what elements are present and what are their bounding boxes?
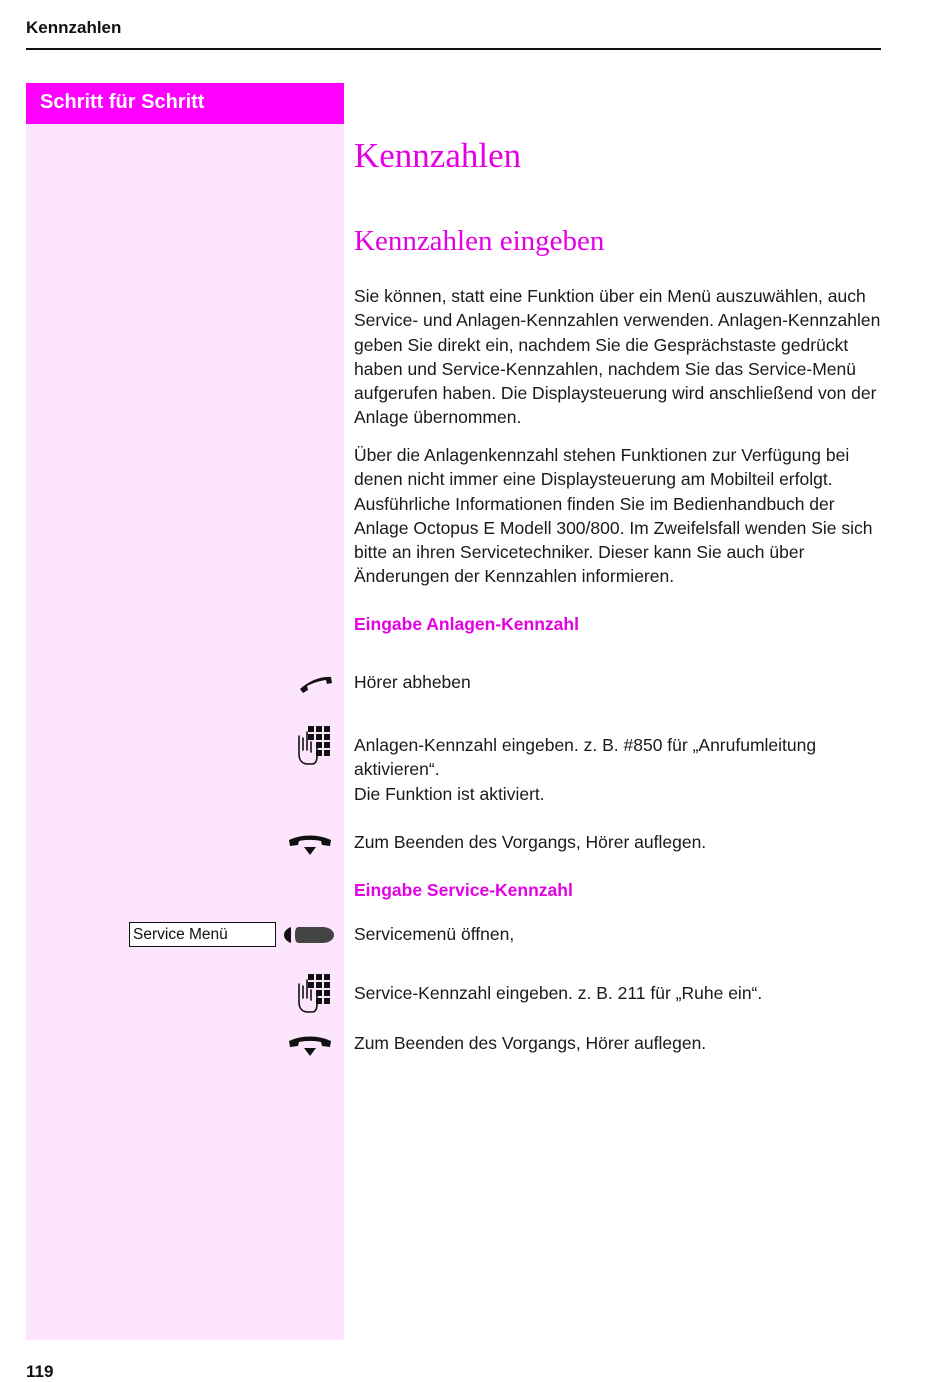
running-header: Kennzahlen — [26, 18, 122, 37]
header-rule — [26, 48, 881, 50]
sidebar-banner-text: Schritt für Schritt — [40, 91, 205, 113]
step-lift-handset: Hörer abheben — [354, 672, 471, 692]
subheading-anlagen-kennzahl: Eingabe Anlagen-Kennzahl — [354, 614, 579, 634]
step-hangup-service: Zum Beenden des Vorgangs, Hörer auflegen. — [354, 1033, 707, 1053]
step-function-activated-text: Die Funktion ist aktiviert. — [354, 783, 545, 804]
handset-lift-icon — [298, 674, 334, 694]
step-by-step-sidebar — [26, 83, 344, 1340]
section-title: Kennzahlen eingeben — [354, 225, 605, 257]
subheading-service-kennzahl: Eingabe Service-Kennzahl — [354, 880, 573, 900]
step-enter-anlagen-code — [354, 733, 884, 806]
handset-hangup-icon — [288, 1036, 332, 1058]
keypad-icon — [296, 974, 332, 1014]
page-number: 119 — [26, 1362, 54, 1381]
step-hangup-anlagen: Zum Beenden des Vorgangs, Hörer auflegen. — [354, 832, 707, 852]
page-title: Kennzahlen — [354, 136, 522, 175]
intro-paragraph: Sie können, statt eine Funktion über ein Menü auszuwählen, auch Service- und Anlagen-Kennzahlen verwenden. Anlagen-Kennzahlen geben Sie direkt ein, nachdem Sie die Gesprächstaste gedrückt haben und Service-Kennzahlen, nachdem Sie das Service-Menü aufgerufen haben. Die Displaysteuerung wird anschließend von der Anlage übernommen. — [354, 286, 881, 428]
keypad-icon — [296, 726, 332, 766]
service-menu-display-label: Service Menü — [129, 922, 276, 947]
step-enter-anlagen-code-text: Anlagen-Kennzahl eingeben. z. B. #850 für „Anrufumleitung aktivieren“. — [354, 735, 817, 780]
step-open-service-menu: Servicemenü öffnen, — [354, 924, 515, 944]
handset-hangup-icon — [288, 835, 332, 857]
sidebar-banner — [26, 83, 344, 124]
softkey-icon — [282, 924, 336, 946]
info-paragraph: Über die Anlagenkennzahl stehen Funktionen zur Verfügung bei denen nicht immer eine Displaysteuerung am Mobilteil erfolgt. Ausführliche Informationen finden Sie im Bedienhandbuch der Anlage Octopus E Modell 300/800. Im Zweifelsfall wenden Sie sich bitte an ihren Servicetechniker. Dieser kann Sie auch über Änderungen der Kennzahlen informieren. — [354, 445, 873, 587]
step-enter-service-code: Service-Kennzahl eingeben. z. B. 211 für „Ruhe ein“. — [354, 983, 763, 1003]
